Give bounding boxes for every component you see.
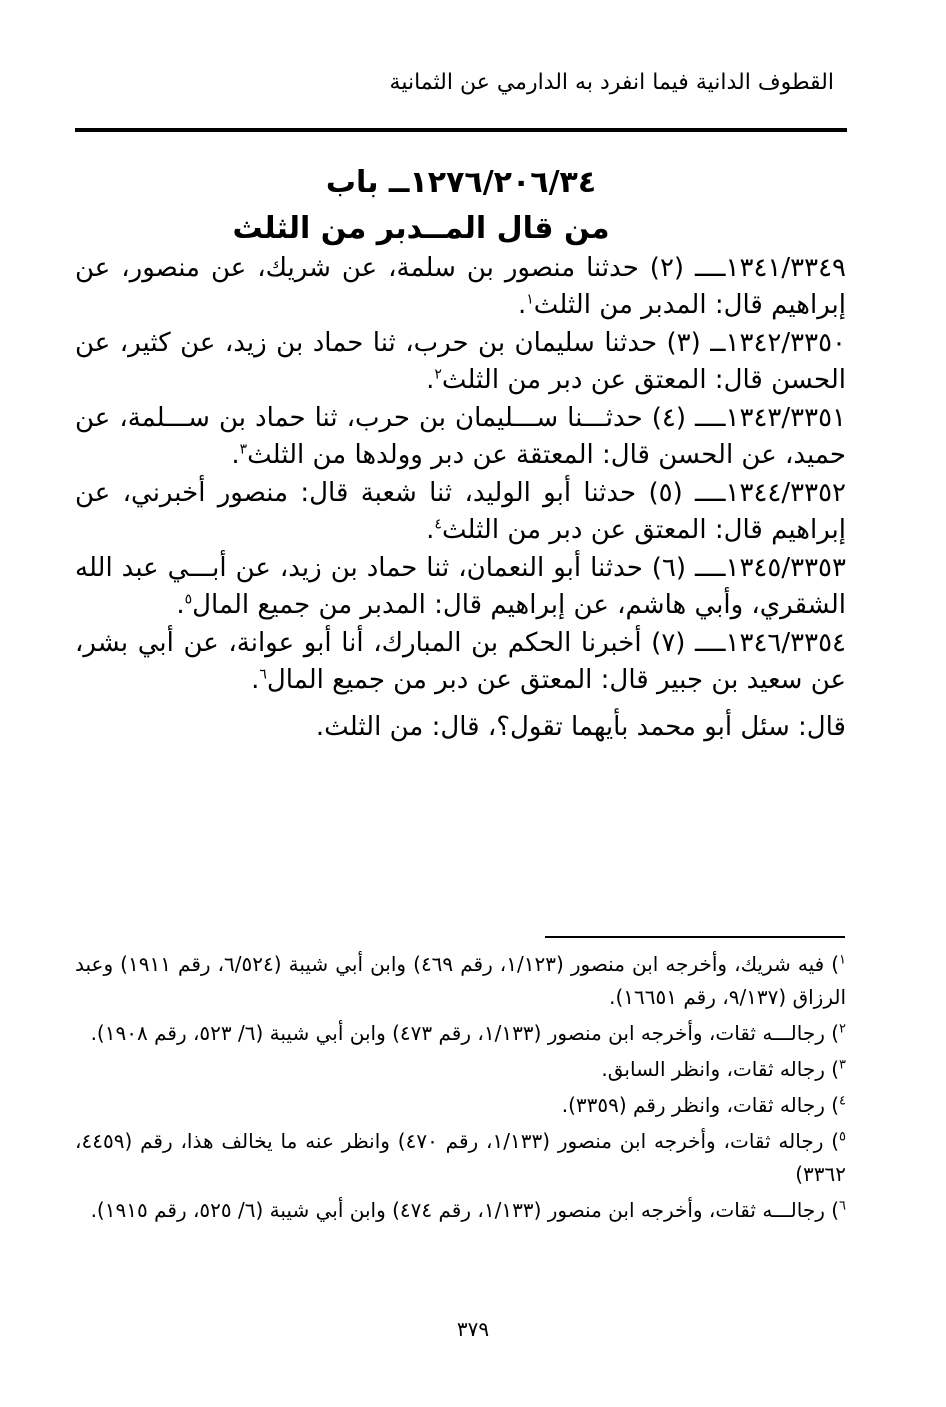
narration-text: ١٣٤١/٣٣٤٩ــــ (٢) حدثنا منصور بن سلمة، عن شريك، عن منصور، عن إبراهيم قال: المدبر من الثلث — [75, 253, 846, 320]
footnote-marker: ٢ — [434, 366, 442, 383]
footnote-marker: ٤ — [434, 516, 442, 533]
narration-text: ١٣٤٥/٣٣٥٣ــــ (٦) حدثنا أبو النعمان، ثنا حماد بن زيد، عن أبـــي عبد الله الشقري، وأبي هاشم، عن إبراهيم قال: المدبر من جميع المال — [75, 553, 846, 620]
narration-end: . — [518, 290, 527, 320]
narration-paragraph — [75, 625, 846, 699]
narration-paragraph — [75, 400, 846, 474]
footnote-rule — [545, 936, 845, 938]
footnote — [75, 1053, 846, 1086]
narration-end: . — [231, 440, 240, 470]
footnote-text: ) رجاله ثقات، وانظر رقم (٣٣٥٩). — [561, 1093, 840, 1117]
footnote-marker: ٦ — [259, 666, 267, 683]
footnote — [75, 948, 846, 1014]
footnote — [75, 1194, 846, 1227]
footnote-text: ) رجالـــه ثقات، وأخرجه ابن منصور (١/١٣٣، رقم ٤٧٣) وابن أبي شيبة (٦/ ٥٢٣، رقم ١٩٠٨). — [90, 1021, 840, 1045]
footnote — [75, 1017, 846, 1050]
footnote-number: ١ — [839, 952, 846, 968]
narration-end: . — [251, 665, 260, 695]
narration-paragraph — [75, 475, 846, 549]
running-header: القطوف الدانية فيما انفرد به الدارمي عن الثمانية — [389, 70, 834, 95]
main-text — [75, 250, 846, 747]
narration-paragraph — [75, 250, 846, 324]
footnotes — [75, 948, 846, 1230]
footnote-marker: ٥ — [184, 591, 193, 608]
footnote-text: ) فيه شريك، وأخرجه ابن منصور (١/١٢٣، رقم ٤٦٩) وابن أبي شيبة (٦/٥٢٤، رقم ١٩١١) وعبد الرزاق (٩/١٣٧، رقم ١٦٦٥١). — [75, 952, 846, 1009]
page-number: ٣٧٩ — [456, 1317, 490, 1341]
narration-text: ١٣٤٦/٣٣٥٤ــــ (٧) أخبرنا الحكم بن المبارك، أنا أبو عوانة، عن أبي بشر، عن سعيد بن جبير قال: المعتق عن دبر من جميع المال — [75, 628, 846, 695]
narration-paragraph — [75, 325, 846, 399]
narration-text: ١٣٤٢/٣٣٥٠ــ (٣) حدثنا سليمان بن حرب، ثنا حماد بن زيد، عن كثير، عن الحسن قال: المعتق عن دبر من الثلث — [75, 328, 846, 395]
footnote-text: ) رجاله ثقات، وأخرجه ابن منصور (١/١٣٣، رقم ٤٧٠) وانظر عنه ما يخالف هذا، رقم (٤٤٥٩، ٣٣٦٢) — [75, 1129, 846, 1186]
footnote-number: ٢ — [839, 1021, 846, 1037]
footnote — [75, 1125, 846, 1191]
footnote-number: ٦ — [839, 1198, 846, 1214]
chapter-heading — [75, 160, 847, 252]
footnote-text: ) رجاله ثقات، وانظر السابق. — [601, 1057, 840, 1081]
narration-end: . — [426, 515, 435, 545]
chapter-number-line: ١٢٧٦/٢٠٦/٣٤ــ باب — [325, 165, 597, 200]
narration-text: ١٣٤٣/٣٣٥١ــــ (٤) حدثـــنا ســـليمان بن حرب، ثنا حماد بن ســـلمة، عن حميد، عن الحسن قال: المعتقة عن دبر وولدها من الثلث — [75, 403, 846, 470]
narration-text: ١٣٤٤/٣٣٥٢ــــ (٥) حدثنا أبو الوليد، ثنا شعبة قال: منصور أخبرني، عن إبراهيم قال: المعتق عن دبر من الثلث — [75, 478, 846, 545]
narration-end: . — [426, 365, 435, 395]
closing-line: قال: سئل أبو محمد بأيهما تقول؟، قال: من الثلث. — [315, 712, 846, 742]
footnote-number: ٣ — [839, 1057, 846, 1073]
footnote-number: ٥ — [839, 1129, 846, 1145]
footnote — [75, 1089, 846, 1122]
chapter-title: من قال المــدبر من الثلث — [232, 211, 610, 246]
narration-end: . — [176, 590, 185, 620]
footnote-number: ٤ — [839, 1093, 846, 1109]
footnote-marker: ١ — [526, 291, 534, 308]
footnote-text: ) رجالـــه ثقات، وأخرجه ابن منصور (١/١٣٣، رقم ٤٧٤) وابن أبي شيبة (٦/ ٥٢٥، رقم ١٩١٥). — [90, 1198, 840, 1222]
narration-paragraph — [75, 550, 846, 624]
header-rule — [75, 128, 847, 132]
footnote-marker: ٣ — [239, 441, 248, 458]
